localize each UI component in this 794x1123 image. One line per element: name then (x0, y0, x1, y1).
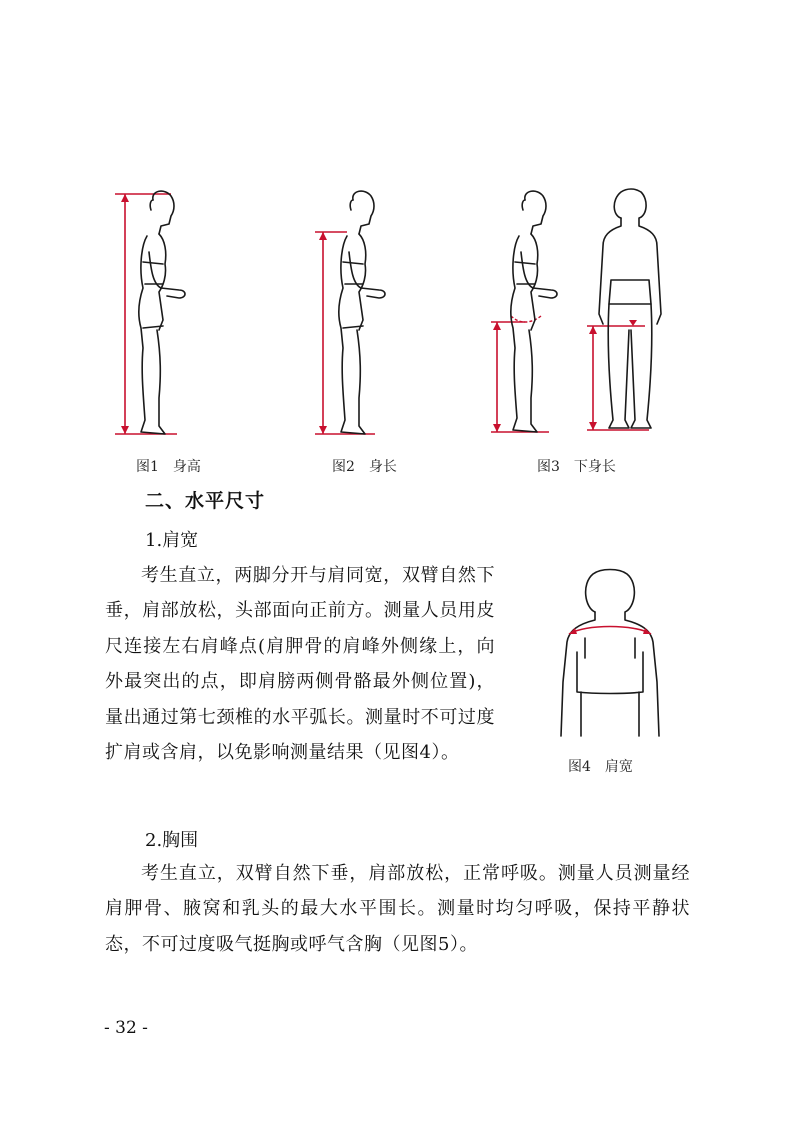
figure-1-caption: 图1 身高 (136, 459, 201, 475)
figure-4-shoulder-width (545, 562, 675, 742)
figure-1-height (105, 180, 215, 440)
section-heading: 二、水平尺寸 (145, 490, 266, 512)
side-figure-icon (511, 191, 557, 432)
item-1-title: 1.肩宽 (145, 530, 199, 551)
side-figure-icon (339, 191, 385, 434)
figure-3-lower-body-length (485, 180, 675, 440)
back-figure-icon (561, 570, 659, 737)
figure-2-body-length (305, 180, 415, 440)
page-number: - 32 - (104, 1018, 148, 1038)
figure-3-caption: 图3 下身长 (537, 459, 616, 475)
item-2-title: 2.胸围 (145, 830, 199, 851)
item-1-paragraph: 考生直立，两脚分开与肩同宽，双臂自然下垂，肩部放松，头部面向正前方。测量人员用皮尺连接左右肩峰点(肩胛骨的肩峰外侧缘上，向外最突出的点，即肩膀两侧骨骼最外侧位置)，量出通过第七颈椎的水平弧长。测量时不可过度扩肩或含肩，以免影响测量结果（见图4）。 (105, 565, 495, 764)
back-figure-icon (599, 189, 661, 428)
side-figure-icon (139, 191, 185, 434)
item-2-paragraph: 考生直立，双臂自然下垂，肩部放松，正常呼吸。测量人员测量经肩胛骨、腋窝和乳头的最大水平围长。测量时均匀呼吸，保持平静状态，不可过度吸气挺胸或呼气含胸（见图5）。 (105, 863, 690, 955)
figure-2-caption: 图2 身长 (332, 459, 397, 475)
figure-4-caption: 图4 肩宽 (568, 759, 633, 775)
